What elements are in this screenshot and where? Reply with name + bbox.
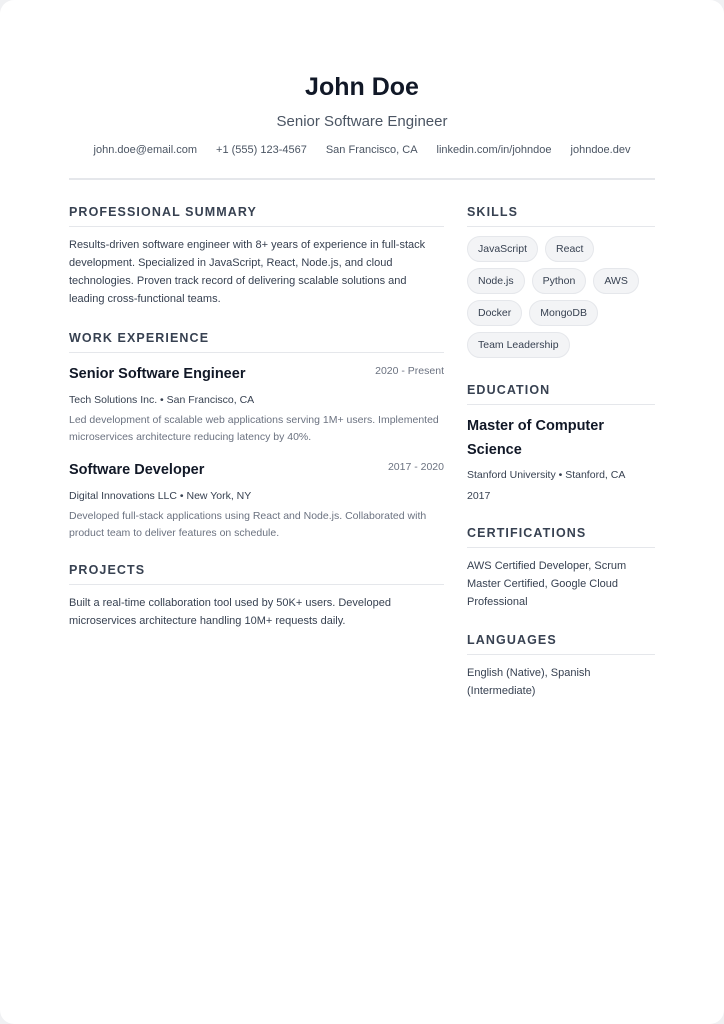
summary-heading: PROFESSIONAL SUMMARY — [69, 204, 444, 227]
job-header — [69, 460, 444, 480]
candidate-title: Senior Software Engineer — [276, 113, 448, 130]
contact-website[interactable]: johndoe.dev — [570, 144, 631, 156]
job-title: Senior Software Engineer — [69, 366, 246, 382]
certifications-heading: CERTIFICATIONS — [467, 525, 655, 548]
skills-section — [467, 204, 655, 358]
projects-section — [69, 562, 444, 630]
education-section — [467, 382, 655, 503]
sidebar-column — [467, 204, 655, 700]
job-company: Digital Innovations LLC • New York, NY — [69, 490, 252, 502]
job-entry — [69, 364, 444, 446]
job-dates: 2020 - Present — [375, 365, 444, 377]
education-heading: EDUCATION — [467, 382, 655, 405]
education-year: 2017 — [467, 490, 491, 502]
summary-text: Results-driven software engineer with 8+ years of experience in full-stack development. Specialized in JavaScript, React, Node.js, and cloud technologies. Proven track record of delivering scalable solutions and leading cross-functional teams. — [69, 239, 426, 305]
languages-text: English (Native), Spanish (Intermediate) — [467, 667, 591, 697]
contact-email[interactable]: john.doe@email.com — [93, 144, 198, 156]
contact-location: San Francisco, CA — [325, 144, 418, 156]
projects-text: Built a real-time collaboration tool used by 50K+ users. Developed microservices architecture handling 10M+ requests daily. — [69, 597, 391, 627]
certifications-section — [467, 525, 655, 611]
skill-chip: React — [545, 236, 594, 262]
contact-phone[interactable]: +1 (555) 123-4567 — [216, 144, 307, 156]
job-description: Developed full-stack applications using React and Node.js. Collaborated with product team to deliver features on schedule. — [69, 510, 427, 539]
contact-linkedin[interactable]: linkedin.com/in/johndoe — [436, 144, 552, 156]
resume-header — [69, 70, 655, 158]
candidate-name: John Doe — [305, 73, 419, 101]
skill-chip: Team Leadership — [467, 332, 570, 358]
skill-chip: Python — [532, 268, 587, 294]
skill-chip: JavaScript — [467, 236, 538, 262]
languages-heading: LANGUAGES — [467, 632, 655, 655]
job-dates: 2017 - 2020 — [387, 461, 444, 473]
skill-chip: Node.js — [467, 268, 525, 294]
skills-heading: SKILLS — [467, 204, 655, 227]
job-description: Led development of scalable web applications serving 1M+ users. Implemented microservices architecture reducing latency by 40%. — [69, 414, 439, 443]
job-company: Tech Solutions Inc. • San Francisco, CA — [69, 394, 255, 406]
job-title: Software Developer — [69, 462, 205, 478]
job-entry — [69, 460, 444, 542]
experience-section — [69, 330, 444, 542]
skill-chip: AWS — [593, 268, 639, 294]
contact-bar — [69, 142, 655, 158]
header-divider — [69, 178, 655, 180]
summary-section — [69, 204, 444, 308]
skills-list — [467, 236, 655, 358]
main-column — [69, 204, 444, 630]
job-header — [69, 364, 444, 384]
skill-chip: Docker — [467, 300, 522, 326]
certifications-text: AWS Certified Developer, Scrum Master Certified, Google Cloud Professional — [467, 560, 627, 608]
languages-section — [467, 632, 655, 700]
education-school: Stanford University • Stanford, CA — [467, 469, 626, 481]
education-degree: Master of Computer Science — [467, 418, 604, 458]
projects-heading: PROJECTS — [69, 562, 444, 585]
skill-chip: MongoDB — [529, 300, 598, 326]
experience-heading: WORK EXPERIENCE — [69, 330, 444, 353]
